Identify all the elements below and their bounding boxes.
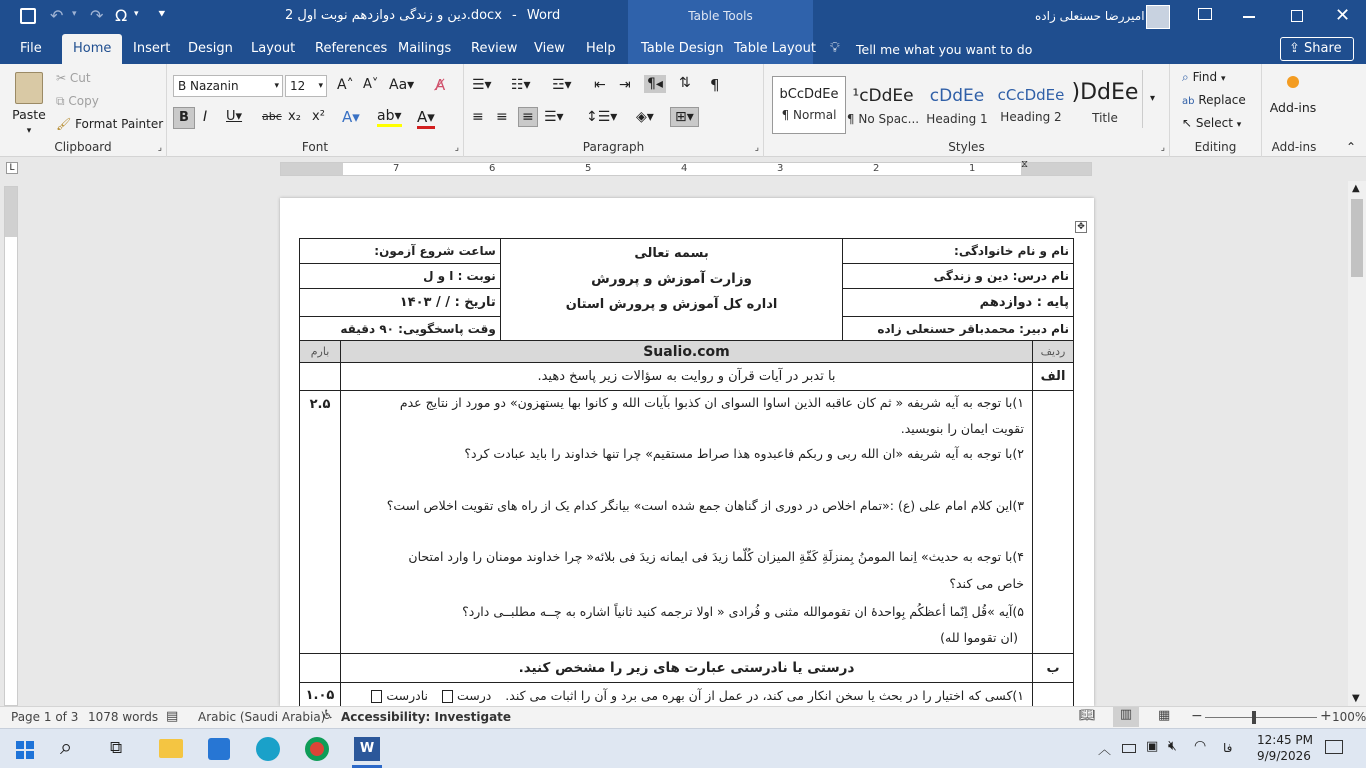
window-title: [285, 8, 560, 23]
font-launcher-icon[interactable]: ⌟: [454, 143, 459, 153]
style-normal-label: ¶ Normal: [781, 108, 837, 122]
tab-view[interactable]: View: [534, 41, 565, 56]
grow-font-icon[interactable]: A˄: [337, 77, 354, 93]
document-name: دین و زندگی دوازدهم نوبت اول 2.docx: [285, 8, 502, 23]
style-no-spacing-label: ¶ No Spac...: [846, 112, 920, 126]
superscript-icon[interactable]: x²: [312, 109, 325, 124]
find-label: Find: [1192, 70, 1218, 84]
section-a-title: با تدبر در آیات قرآن و روایت به سؤالات زیر پاسخ دهید.: [537, 369, 836, 384]
replace-label: Replace: [1198, 93, 1246, 107]
section-a-questions-cell[interactable]: [341, 391, 1033, 654]
notification-icon[interactable]: [1325, 740, 1343, 754]
ruler-number: 7: [393, 163, 400, 174]
font-size-value: 12: [290, 79, 306, 93]
indent-marker-icon[interactable]: ⧖: [1021, 159, 1029, 170]
find-button[interactable]: [1182, 70, 1226, 85]
section-b-score-cell[interactable]: [300, 654, 341, 683]
ribbon-tabs: [0, 34, 1366, 64]
show-marks-icon[interactable]: ¶: [710, 76, 720, 94]
change-case-icon[interactable]: Aa▾: [389, 77, 415, 93]
borders-icon[interactable]: ⊞▾: [670, 107, 699, 127]
battery-icon[interactable]: [1122, 744, 1136, 753]
header-center-cell[interactable]: [500, 239, 842, 341]
styles-group-label: Styles: [948, 140, 985, 154]
section-a-title-cell[interactable]: [341, 363, 1033, 391]
response-time-label: وقت پاسخگویی: ۹۰ دقیقه: [340, 321, 496, 336]
language-indicator[interactable]: Arabic (Saudi Arabia): [198, 710, 326, 724]
header-table: [299, 238, 1074, 341]
question-3: ۳)این کلام امام علی (ع) :«تمام اخلاص در دوری از گناهان جمع شده است» بیانگر کدام یک از راه های تقویت اخلاص است؟: [386, 498, 1024, 513]
select-dropdown-icon: ▾: [1236, 120, 1242, 130]
windows-start-icon[interactable]: [16, 741, 34, 759]
editing-group-label: Editing: [1194, 140, 1237, 154]
questions-wrapper: [341, 391, 1032, 652]
section-b-letter-cell[interactable]: [1033, 654, 1074, 683]
minimize-icon[interactable]: [1243, 16, 1255, 18]
decrease-indent-icon[interactable]: ⇤: [594, 77, 606, 93]
clear-formatting-icon[interactable]: A̸: [435, 76, 446, 94]
strikethrough-icon[interactable]: abc: [262, 110, 282, 123]
questions-table: [299, 340, 1074, 706]
grade-label: پایه : دوازدهم: [979, 295, 1069, 310]
input-language[interactable]: فا: [1223, 741, 1233, 755]
undo-dropdown-icon[interactable]: ▾: [72, 9, 77, 19]
edge-icon[interactable]: [256, 737, 280, 761]
addins-icon: [1287, 76, 1299, 88]
horizontal-ruler: [0, 157, 1366, 181]
font-size-combo[interactable]: [285, 75, 327, 97]
style-title[interactable]: [1068, 76, 1142, 134]
addins-group-label: Add-ins: [1271, 140, 1317, 154]
file-explorer-icon[interactable]: [159, 739, 183, 758]
paste-button[interactable]: [10, 70, 48, 136]
numbering-icon[interactable]: ☷▾: [511, 77, 531, 93]
addins-button-label: Add-ins: [1269, 100, 1317, 115]
redo-icon[interactable]: ↷: [90, 6, 104, 25]
select-label: Select: [1195, 116, 1233, 130]
accessibility-icon: ♿︎: [322, 708, 334, 723]
zoom-out-icon[interactable]: −: [1191, 708, 1203, 724]
section-b-letter: ب: [1046, 660, 1060, 676]
paragraph-launcher-icon[interactable]: ⌟: [754, 143, 759, 153]
scroll-down-icon[interactable]: ▼: [1352, 693, 1360, 704]
false-checkbox[interactable]: [371, 690, 382, 703]
font-group-label: Font: [301, 140, 329, 154]
undo-icon[interactable]: ↶: [50, 6, 64, 25]
select-button[interactable]: [1182, 116, 1241, 130]
date-label: تاریخ : / / ۱۴۰۳: [399, 295, 496, 310]
exam-start-label: ساعت شروع آزمون:: [374, 244, 496, 258]
vertical-ruler: [4, 186, 18, 706]
collapse-ribbon-icon[interactable]: ⌃: [1346, 140, 1357, 154]
font-group: [167, 64, 464, 157]
ministry-text: وزارت آموزش و پرورش: [591, 271, 752, 287]
scroll-up-icon[interactable]: ▲: [1352, 183, 1360, 194]
bullets-icon[interactable]: ☰▾: [472, 77, 492, 93]
tf-score: ۱.۰۵: [305, 688, 335, 703]
style-normal[interactable]: [772, 76, 846, 134]
tf-row-number-cell[interactable]: [1033, 683, 1074, 707]
read-mode-icon[interactable]: 📖︎: [1079, 708, 1096, 723]
symbol-icon[interactable]: Ω: [115, 6, 128, 25]
tf-score-cell[interactable]: [300, 683, 341, 707]
teacher-name-label: نام دبیر: محمدباقر حسنعلی زاده: [877, 321, 1069, 336]
ruler-number: 1: [969, 163, 976, 174]
shading-icon[interactable]: ◈▾: [636, 109, 654, 125]
clipboard-icon: [15, 72, 43, 104]
ruler-left-margin: [281, 163, 343, 175]
style-title-label: Title: [1092, 111, 1118, 125]
web-layout-icon[interactable]: ▦: [1158, 708, 1171, 723]
zoom-slider[interactable]: [1205, 717, 1317, 718]
tab-insert[interactable]: Insert: [133, 41, 171, 56]
clock-date[interactable]: 9/9/2026: [1257, 749, 1311, 763]
ruler-number: 3: [777, 163, 784, 174]
course-name-label: نام درس: دین و زندگی: [933, 269, 1069, 283]
copy-label: Copy: [68, 94, 99, 108]
brush-icon: 🖌︎: [56, 117, 72, 131]
app-name: Word: [526, 8, 561, 23]
tf-true-label: درست: [456, 688, 492, 703]
styles-more-icon[interactable]: ▾: [1142, 70, 1162, 128]
tell-me-box[interactable]: Tell me what you want to do: [856, 42, 1033, 57]
section-b-title-cell[interactable]: [341, 654, 1033, 683]
italic-icon[interactable]: I: [203, 109, 208, 125]
tab-help[interactable]: Help: [586, 41, 616, 56]
format-painter-button[interactable]: [56, 117, 163, 131]
header-right-cell[interactable]: [843, 239, 1074, 264]
header-right-cell[interactable]: [843, 289, 1074, 317]
clipboard-group-label: Clipboard: [54, 140, 112, 154]
zoom-in-icon[interactable]: +: [1320, 708, 1332, 724]
zoom-slider-thumb[interactable]: [1252, 711, 1256, 724]
true-checkbox[interactable]: [442, 690, 453, 703]
bismillah-text: بسمه تعالی: [634, 246, 709, 261]
search-icon[interactable]: ⌕: [60, 735, 73, 760]
volume-muted-icon[interactable]: 🔇︎: [1168, 738, 1177, 754]
lightbulb-icon: 💡︎: [830, 40, 840, 56]
title-separator: -: [512, 8, 517, 23]
style-heading-2-preview: cCcDdEe: [997, 86, 1065, 104]
cut-label: Cut: [69, 71, 91, 85]
editing-group: [1170, 64, 1262, 157]
wifi-icon[interactable]: ◠: [1194, 738, 1207, 754]
header-left-cell[interactable]: [300, 264, 501, 289]
section-a-score-value-cell[interactable]: [300, 391, 341, 654]
align-center-icon[interactable]: ≡: [496, 109, 508, 125]
section-b-title: درستی یا نادرستی عبارت های زیر را مشخص کنید.: [518, 660, 855, 676]
font-size-dropdown-icon: ▾: [318, 81, 323, 91]
question-5-line-2: (ان تقوموا لله): [940, 630, 1018, 645]
table-tools-label: Table Tools: [628, 0, 813, 34]
task-view-icon[interactable]: ⧉: [110, 738, 123, 758]
style-heading-1-label: Heading 1: [926, 112, 988, 126]
question-1-line-1: ۱)با توجه به آیه شریفه « ثم کان عاقبه الذین اساوا السوای ان کذبوا بآیات الله و کانوا بها یستهزون» دو مورد از نتایج عدم: [399, 395, 1024, 410]
tf-question-cell[interactable]: [341, 683, 1033, 707]
styles-launcher-icon[interactable]: ⌟: [1160, 143, 1165, 153]
style-title-preview: )DdEe: [1071, 80, 1139, 105]
ribbon: [0, 64, 1366, 157]
page-count[interactable]: Page 1 of 3: [11, 710, 79, 724]
site-name: Sualio.com: [643, 343, 730, 360]
styles-group: [764, 64, 1170, 157]
clipboard-launcher-icon[interactable]: ⌟: [157, 143, 162, 153]
bold-icon[interactable]: B: [173, 107, 195, 129]
text-effects-icon[interactable]: A▾: [342, 108, 360, 126]
tab-mailings[interactable]: Mailings: [398, 41, 452, 56]
question-1-line-2: تقویت ایمان را بنویسید.: [900, 421, 1024, 436]
replace-button[interactable]: [1182, 93, 1246, 107]
question-2: ۲)با توجه به آیه شریفه «ان الله ربی و ربکم فاعبدوه هذا صراط مستقیم» چرا تنها خداوند را باید عبادت کرد؟: [464, 446, 1024, 461]
font-name-dropdown-icon: ▾: [274, 81, 279, 91]
sort-icon[interactable]: ⇅: [679, 75, 691, 91]
justify-icon[interactable]: ☰▾: [544, 109, 564, 125]
line-spacing-icon[interactable]: ↕☰▾: [586, 109, 618, 125]
question-4-line-1: ۴)با توجه به حدیث» اِنما المومنُ بِمنزلَةِ کَفّةِ المیزان کُلّما زیدَ فی ایمانه زیدَ فی بلائه« چرا خداوند مومنان را وارد امتحان: [408, 549, 1024, 564]
paragraph-group: [464, 64, 764, 157]
print-layout-icon[interactable]: ▥: [1113, 707, 1139, 727]
header-right-cell[interactable]: [843, 264, 1074, 289]
align-right-icon[interactable]: ≡: [518, 107, 538, 127]
find-icon: ⌕: [1182, 70, 1189, 84]
ribbon-display-icon[interactable]: [1198, 8, 1212, 20]
copy-button[interactable]: [56, 94, 99, 109]
clock-time[interactable]: 12:45 PM: [1257, 733, 1313, 747]
taskbar: [0, 728, 1366, 768]
style-heading-1-preview: cDdEe: [929, 86, 985, 106]
section-a-score-cell[interactable]: [300, 363, 341, 391]
tf-question-1: ۱)کسی که اختیار را در بحث یا سخن انکار می کند، در عمل از آن بهره می برد و آن را اثبات می کند.: [505, 688, 1024, 703]
header-left-cell[interactable]: [300, 317, 501, 341]
vertical-scrollbar[interactable]: [1348, 181, 1366, 706]
style-no-spacing-preview: ¹cDdEe: [852, 86, 914, 106]
header-right-cell[interactable]: [843, 317, 1074, 341]
copy-icon: ⧉: [56, 94, 65, 108]
replace-icon: ab: [1182, 96, 1195, 107]
ruler-number: 6: [489, 163, 496, 174]
word-app-icon[interactable]: W: [354, 737, 380, 761]
section-a-questions-row-cell[interactable]: [1033, 391, 1074, 654]
rtl-direction-icon[interactable]: ¶◂: [644, 75, 666, 93]
clipboard-group: [0, 64, 167, 157]
tab-selector-icon[interactable]: L: [6, 162, 18, 174]
align-left-icon[interactable]: ≡: [472, 109, 484, 125]
device-icon[interactable]: ▣: [1146, 739, 1159, 754]
document-page[interactable]: [280, 198, 1094, 706]
find-dropdown-icon: ▾: [1220, 74, 1226, 84]
tab-layout[interactable]: Layout: [251, 41, 296, 56]
tab-table-design[interactable]: Table Design: [641, 41, 724, 56]
tab-design[interactable]: Design: [188, 41, 233, 56]
vruler-top-margin: [5, 187, 17, 237]
scissors-icon: ✂: [56, 71, 67, 85]
style-heading-2-label: Heading 2: [1000, 110, 1062, 124]
tab-table-layout[interactable]: Table Layout: [734, 41, 816, 56]
subscript-icon[interactable]: x₂: [288, 109, 301, 124]
tab-references[interactable]: References: [315, 41, 388, 56]
tab-file[interactable]: File: [20, 41, 42, 56]
select-cursor-icon: ↖: [1182, 116, 1193, 130]
format-painter-label: Format Painter: [75, 117, 164, 131]
addins-group: [1262, 64, 1326, 157]
addins-button[interactable]: [1268, 76, 1318, 115]
symbol-dropdown-icon[interactable]: ▾: [134, 9, 139, 19]
tray-chevron-icon[interactable]: ︿: [1098, 743, 1112, 758]
style-normal-preview: bCcDdEe: [779, 87, 839, 102]
share-button[interactable]: [1280, 37, 1354, 61]
score-header[interactable]: [300, 341, 341, 363]
ruler-bar[interactable]: [280, 159, 1092, 176]
term-label: نوبت : ا و ل: [423, 269, 496, 283]
zoom-level[interactable]: 100%: [1332, 710, 1366, 724]
section-a-letter: الف: [1040, 369, 1066, 384]
chrome-icon[interactable]: [305, 737, 329, 761]
accessibility-status[interactable]: Accessibility: Investigate: [341, 710, 512, 724]
ruler-right-margin: [1021, 163, 1091, 175]
underline-icon[interactable]: U▾: [226, 109, 243, 124]
restore-icon[interactable]: [1291, 10, 1303, 22]
tab-review[interactable]: Review: [471, 41, 518, 56]
style-heading-1[interactable]: [920, 76, 994, 134]
increase-indent-icon[interactable]: ⇥: [619, 77, 631, 93]
tf-false-label: نادرست: [386, 688, 428, 703]
font-name-combo[interactable]: [173, 75, 283, 97]
scroll-thumb[interactable]: [1351, 199, 1363, 277]
style-no-spacing[interactable]: [846, 76, 920, 134]
ruler-number: 5: [585, 163, 592, 174]
provincial-office-text: اداره کل آموزش و پرورش استان: [565, 297, 778, 312]
ruler-number: 2: [873, 163, 880, 174]
ruler-number: 4: [681, 163, 688, 174]
row-number-header[interactable]: [1033, 341, 1074, 363]
status-bar: [0, 706, 1366, 728]
font-name-value: B Nazanin: [178, 79, 239, 93]
save-icon[interactable]: [20, 8, 36, 24]
question-4-line-2: خاص می کند؟: [949, 576, 1024, 591]
paste-label: Paste: [12, 107, 46, 122]
site-header-cell[interactable]: [341, 341, 1033, 363]
font-color-icon[interactable]: A▾: [417, 108, 435, 129]
close-icon[interactable]: ✕: [1335, 5, 1351, 26]
styles-gallery: [772, 70, 1140, 128]
customize-qat-icon[interactable]: ⯆: [157, 7, 167, 21]
shrink-font-icon[interactable]: A˅: [363, 77, 379, 92]
table-move-handle-icon[interactable]: ✥: [1075, 221, 1087, 233]
header-left-cell[interactable]: [300, 239, 501, 264]
row-header-label: ردیف: [1040, 345, 1066, 358]
multilevel-list-icon[interactable]: ☲▾: [552, 77, 572, 93]
word-count[interactable]: 1078 words: [88, 710, 159, 724]
highlight-icon[interactable]: ab▾: [377, 108, 402, 127]
tab-home[interactable]: Home: [62, 34, 122, 64]
proofing-icon[interactable]: ▤: [166, 709, 179, 724]
section-a-score: ۲.۵: [309, 397, 331, 412]
section-a-letter-cell[interactable]: [1033, 363, 1074, 391]
header-left-cell[interactable]: [300, 289, 501, 317]
question-5-line-1: ۵)آیه »قُل اِنّما أعظکُم بِواحدهٔ ان تقوموالله مثنی و فُرادی « اولا ترجمه کنید ثانیاً اشاره به چــه مطلبــی دارد؟: [462, 604, 1024, 619]
avatar[interactable]: [1146, 5, 1170, 29]
style-heading-2[interactable]: [994, 76, 1068, 134]
store-icon[interactable]: [208, 738, 230, 760]
share-icon: ⇪: [1289, 41, 1300, 56]
share-label: Share: [1304, 41, 1342, 56]
score-header-label: بارم: [310, 345, 330, 358]
paste-dropdown-icon: ▾: [26, 126, 32, 136]
cut-button[interactable]: [56, 71, 91, 85]
student-name-label: نام و نام خانوادگی:: [954, 244, 1069, 258]
paragraph-group-label: Paragraph: [582, 140, 645, 154]
title-bar: [0, 0, 1366, 34]
user-name[interactable]: امیررضا حسنعلی زاده: [1035, 9, 1145, 23]
